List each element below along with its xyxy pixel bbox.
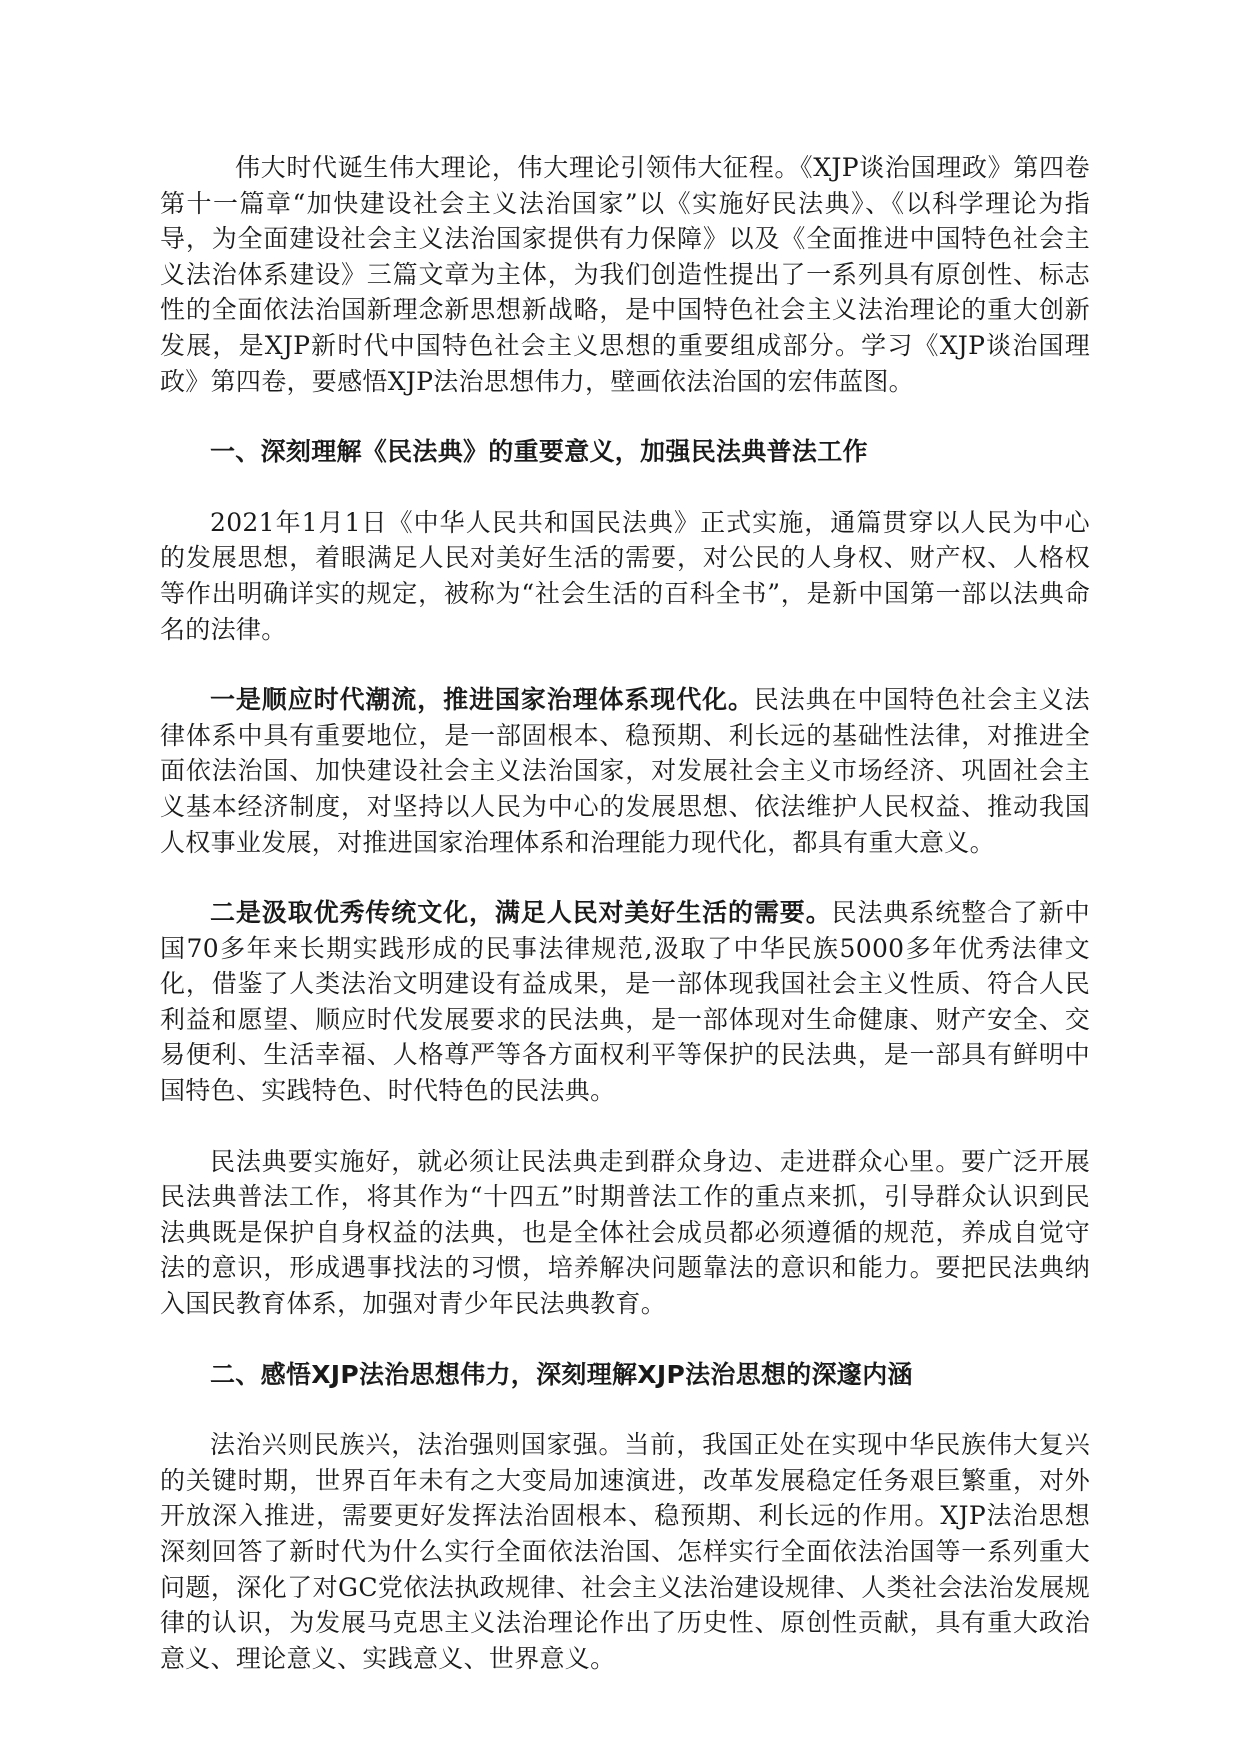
section-2-heading: 二、感悟XJP法治思想伟力，深刻理解XJP法治思想的深邃内涵 — [210, 1359, 913, 1389]
section-1-paragraph-2 — [160, 682, 1090, 860]
section-1-paragraph-3 — [160, 895, 1090, 1109]
section-1-paragraph-4: 民法典要实施好，就必须让民法典走到群众身边、走进群众心里。要广泛开展民法典普法工作，将其作为“十四五”时期普法工作的重点来抓，引导群众认识到民法典既是保护自身权益的法典，也是全体社会成员都必须遵循的规范，养成自觉守法的意识，形成遇事找法的习惯，培养解决问题靠法的意识和能力。要把民法典纳入国民教育体系，加强对青少年民法典教育。 — [160, 1146, 1090, 1319]
intro-paragraph: 伟大时代诞生伟大理论，伟大理论引领伟大征程。《XJP谈治国理政》第四卷第十一篇章“加快建设社会主义法治国家”以《实施好民法典》、《以科学理论为指导，为全面建设社会主义法治国家提供有力保障》以及《全面推进中国特色社会主义法治体系建设》三篇文章为主体，为我们创造性提出了一系列具有原创性、标志性的全面依法治国新理念新思想新战略，是中国特色社会主义法治理论的重大创新发展，是XJP新时代中国特色社会主义思想的重要组成部分。学习《XJP谈治国理政》第四卷，要感悟XJP法治思想伟力，壁画依法治国的宏伟蓝图。 — [160, 153, 1090, 396]
paragraph-lead: 一是顺应时代潮流，推进国家治理体系现代化。 — [210, 685, 754, 715]
section-1-heading: 一、深刻理解《民法典》的重要意义，加强民法典普法工作 — [210, 437, 868, 467]
paragraph-body: 民法典系统整合了新中国70多年来长期实践形成的民事法律规范,汲取了中华民族5000多年优秀法律文化，借鉴了人类法治文明建设有益成果，是一部体现我国社会主义性质、符合人民利益和愿望、顺应时代发展要求的民法典，是一部体现对生命健康、财产安全、交易便利、生活幸福、人格尊严等各方面权利平等保护的民法典，是一部具有鲜明中国特色、实践特色、时代特色的民法典。 — [160, 898, 1090, 1106]
paragraph-body: 民法典在中国特色社会主义法律体系中具有重要地位，是一部固根本、稳预期、利长远的基础性法律，对推进全面依法治国、加快建设社会主义法治国家，对发展社会主义市场经济、巩固社会主义基本经济制度，对坚持以人民为中心的发展思想、依法维护人民权益、推动我国人权事业发展，对推进国家治理体系和治理能力现代化，都具有重大意义。 — [160, 685, 1090, 857]
section-1-paragraph-1: 2021年1月1日《中华人民共和国民法典》正式实施，通篇贯穿以人民为中心的发展思想，着眼满足人民对美好生活的需要，对公民的人身权、财产权、人格权等作出明确详实的规定，被称为“社会生活的百科全书”，是新中国第一部以法典命名的法律。 — [160, 507, 1090, 644]
document-page — [160, 150, 1090, 1711]
paragraph-lead: 二是汲取优秀传统文化，满足人民对美好生活的需要。 — [210, 898, 832, 928]
section-2-paragraph-1: 法治兴则民族兴，法治强则国家强。当前，我国正处在实现中华民族伟大复兴的关键时期，世界百年未有之大变局加速演进，改革发展稳定任务艰巨繁重，对外开放深入推进，需要更好发挥法治固根本、稳预期、利长远的作用。XJP法治思想深刻回答了新时代为什么实行全面依法治国、怎样实行全面依法治国等一系列重大问题，深化了对GC党依法执政规律、社会主义法治建设规律、人类社会法治发展规律的认识，为发展马克思主义法治理论作出了历史性、原创性贡献，具有重大政治意义、理论意义、实践意义、世界意义。 — [160, 1430, 1090, 1673]
